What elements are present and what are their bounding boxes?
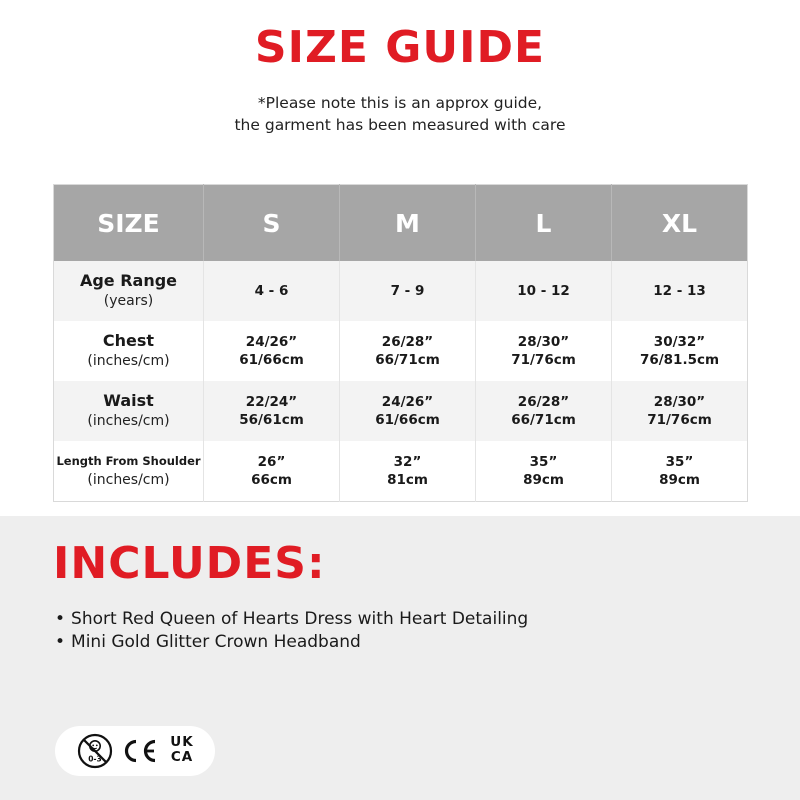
column-header-l: L	[476, 185, 612, 262]
column-header-size: SIZE	[54, 185, 204, 262]
cell-value: 7 - 9	[390, 283, 425, 299]
table-cell	[476, 261, 612, 321]
ce-mark-icon	[121, 738, 159, 764]
ukca-line-1: UK	[170, 734, 194, 750]
table-cell	[612, 441, 748, 502]
table-cell	[204, 261, 340, 321]
table-cell	[612, 381, 748, 441]
cell-value-inches: 26/28”	[517, 394, 570, 410]
row-label-cell	[54, 321, 204, 381]
table-cell	[340, 321, 476, 381]
cell-value-cm: 61/66cm	[239, 352, 304, 368]
ukca-mark-icon	[165, 735, 199, 765]
includes-section	[0, 516, 800, 800]
row-unit: (inches/cm)	[87, 353, 170, 369]
cell-value-inches: 22/24”	[245, 394, 298, 410]
cell-value-cm: 89cm	[523, 472, 564, 488]
cell-value: 12 - 13	[653, 283, 706, 299]
table-cell	[476, 381, 612, 441]
column-header-m: M	[340, 185, 476, 262]
table-cell	[612, 261, 748, 321]
table-cell	[476, 441, 612, 502]
table-cell	[204, 321, 340, 381]
cell-value-inches: 28/30”	[517, 334, 570, 350]
row-unit: (inches/cm)	[87, 472, 170, 488]
table-cell	[612, 321, 748, 381]
table-cell	[340, 441, 476, 502]
table-row-waist	[54, 381, 748, 441]
cell-value-inches: 35”	[529, 454, 558, 470]
column-header-xl: XL	[612, 185, 748, 262]
row-label: Chest	[102, 331, 155, 350]
table-row-chest	[54, 321, 748, 381]
cell-value-cm: 71/76cm	[511, 352, 576, 368]
list-item: • Mini Gold Glitter Crown Headband	[55, 631, 528, 654]
size-guide-note	[0, 92, 800, 136]
cell-value-cm: 71/76cm	[647, 412, 712, 428]
row-label: Age Range	[79, 271, 178, 290]
ukca-line-2: CA	[170, 749, 194, 765]
table-cell	[476, 321, 612, 381]
table-cell	[340, 261, 476, 321]
cell-value-inches: 26/28”	[381, 334, 434, 350]
size-table	[53, 184, 748, 502]
cell-value-inches: 24/26”	[381, 394, 434, 410]
includes-title: INCLUDES:	[53, 538, 326, 589]
cell-value-inches: 26”	[257, 454, 286, 470]
row-label-cell	[54, 441, 204, 502]
cell-value-inches: 28/30”	[653, 394, 706, 410]
row-label-cell	[54, 381, 204, 441]
page-title: SIZE GUIDE	[254, 22, 546, 73]
age-warning-label: 0-3	[88, 754, 102, 764]
table-cell	[340, 381, 476, 441]
column-header-s: S	[204, 185, 340, 262]
table-cell	[204, 441, 340, 502]
cell-value-cm: 61/66cm	[375, 412, 440, 428]
cell-value-cm: 56/61cm	[239, 412, 304, 428]
cell-value-inches: 35”	[665, 454, 694, 470]
cell-value-cm: 66cm	[251, 472, 292, 488]
cell-value-inches: 30/32”	[653, 334, 706, 350]
row-label: Length From Shoulder	[56, 454, 201, 468]
not-suitable-0-3-icon	[77, 733, 113, 769]
cell-value: 10 - 12	[517, 283, 570, 299]
row-label-cell	[54, 261, 204, 321]
table-cell	[204, 381, 340, 441]
list-item: • Short Red Queen of Hearts Dress with Heart Detailing	[55, 608, 528, 631]
row-unit: (years)	[103, 293, 154, 309]
cell-value-inches: 32”	[393, 454, 422, 470]
cell-value: 4 - 6	[254, 283, 289, 299]
row-label: Waist	[103, 391, 154, 410]
note-line-2: the garment has been measured with care	[234, 116, 566, 134]
cell-value-cm: 81cm	[387, 472, 428, 488]
cell-value-cm: 66/71cm	[375, 352, 440, 368]
cell-value-cm: 76/81.5cm	[639, 352, 720, 368]
cell-value-cm: 66/71cm	[511, 412, 576, 428]
table-row-age-range	[54, 261, 748, 321]
note-line-1: *Please note this is an approx guide,	[257, 94, 543, 112]
table-row-length-from-shoulder	[54, 441, 748, 502]
cell-value-cm: 89cm	[659, 472, 700, 488]
row-unit: (inches/cm)	[87, 413, 170, 429]
includes-list	[55, 608, 528, 654]
cell-value-inches: 24/26”	[245, 334, 298, 350]
size-table-header	[54, 185, 748, 262]
certification-badge	[55, 726, 215, 776]
